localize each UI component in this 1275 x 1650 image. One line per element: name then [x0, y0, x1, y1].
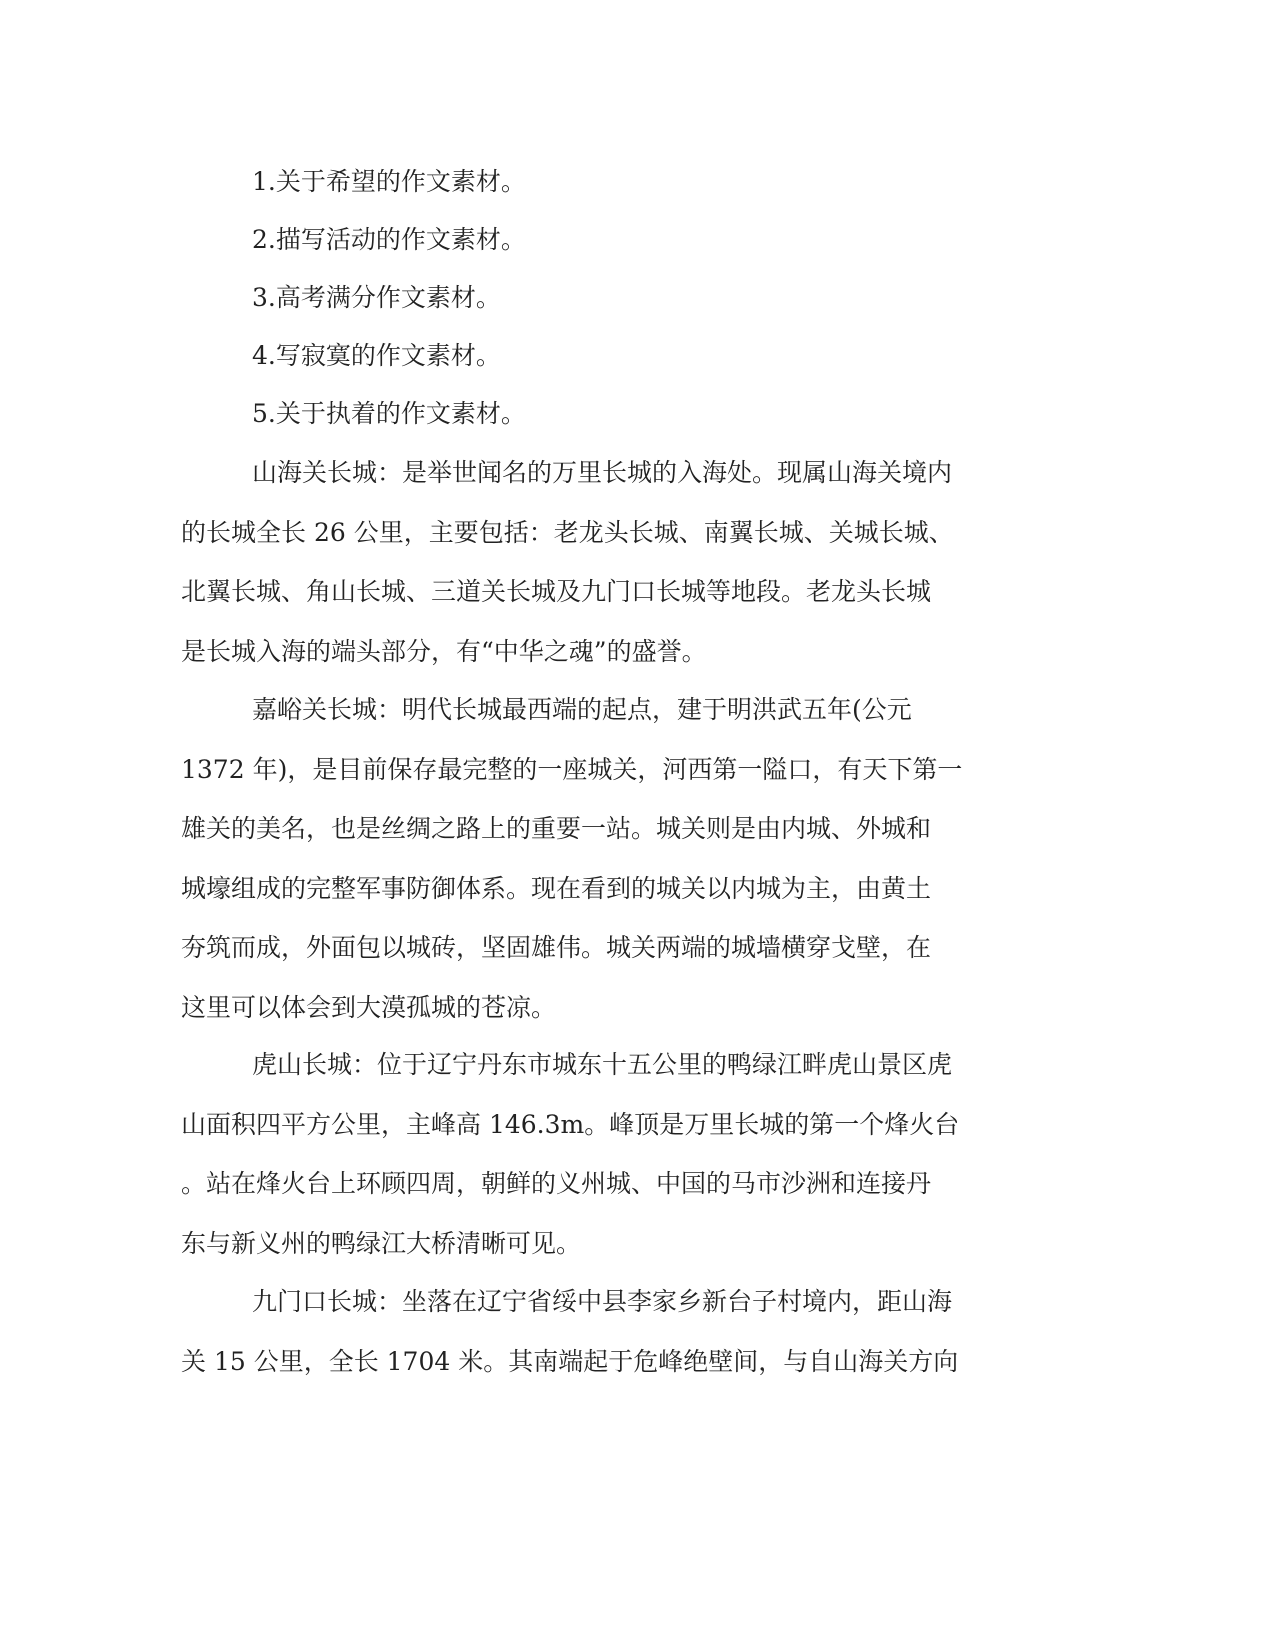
text-line: 是长城入海的端头部分，有“中华之魂”的盛誉。	[181, 636, 707, 666]
paragraph-shanhaiguan	[181, 443, 1031, 681]
paragraph-jiumenkou	[181, 1272, 1031, 1391]
text-line: 嘉峪关长城：明代长城最西端的起点，建于明洪武五年(公元	[252, 695, 912, 724]
text-line: 夯筑而成，外面包以城砖，坚固雄伟。城关两端的城墙横穿戈壁，在	[181, 933, 932, 962]
text-line: 这里可以体会到大漠孤城的苍凉。	[181, 992, 557, 1022]
text-line: 关 15 公里，全长 1704 米。其南端起于危峰绝壁间，与自山海关方向	[181, 1346, 959, 1376]
list-item: 2.描写活动的作文素材。	[252, 225, 526, 254]
text-line: 的长城全长 26 公里，主要包括：老龙头长城、南翼长城、关城长城、	[181, 517, 954, 547]
text-line: 虎山长城：位于辽宁丹东市城东十五公里的鸭绿江畔虎山景区虎	[252, 1050, 953, 1079]
text-line: 山面积四平方公里，主峰高 146.3m。峰顶是万里长城的第一个烽火台	[181, 1109, 960, 1139]
text-line: 1372 年)，是目前保存最完整的一座城关，河西第一隘口，有天下第一	[181, 754, 963, 784]
text-line: 北翼长城、角山长城、三道关长城及九门口长城等地段。老龙头长城	[181, 577, 932, 606]
paragraph-hushan	[181, 1035, 1031, 1273]
text-line: 。站在烽火台上环顾四周，朝鲜的义州城、中国的马市沙洲和连接丹	[181, 1169, 932, 1198]
text-line: 城壕组成的完整军事防御体系。现在看到的城关以内城为主，由黄土	[181, 873, 932, 903]
text-line: 九门口长城：坐落在辽宁省绥中县李家乡新台子村境内，距山海	[252, 1287, 953, 1316]
list-item: 5.关于执着的作文素材。	[252, 399, 526, 428]
list-item: 1.关于希望的作文素材。	[252, 167, 526, 196]
text-line: 雄关的美名，也是丝绸之路上的重要一站。城关则是由内城、外城和	[181, 814, 932, 843]
text-line: 东与新义州的鸭绿江大桥清晰可见。	[181, 1228, 582, 1258]
list-item: 3.高考满分作文素材。	[252, 283, 501, 312]
paragraph-jiayuguan	[181, 680, 1031, 1037]
text-line: 山海关长城：是举世闻名的万里长城的入海处。现属山海关境内	[252, 458, 953, 487]
list-item: 4.写寂寞的作文素材。	[252, 341, 501, 370]
